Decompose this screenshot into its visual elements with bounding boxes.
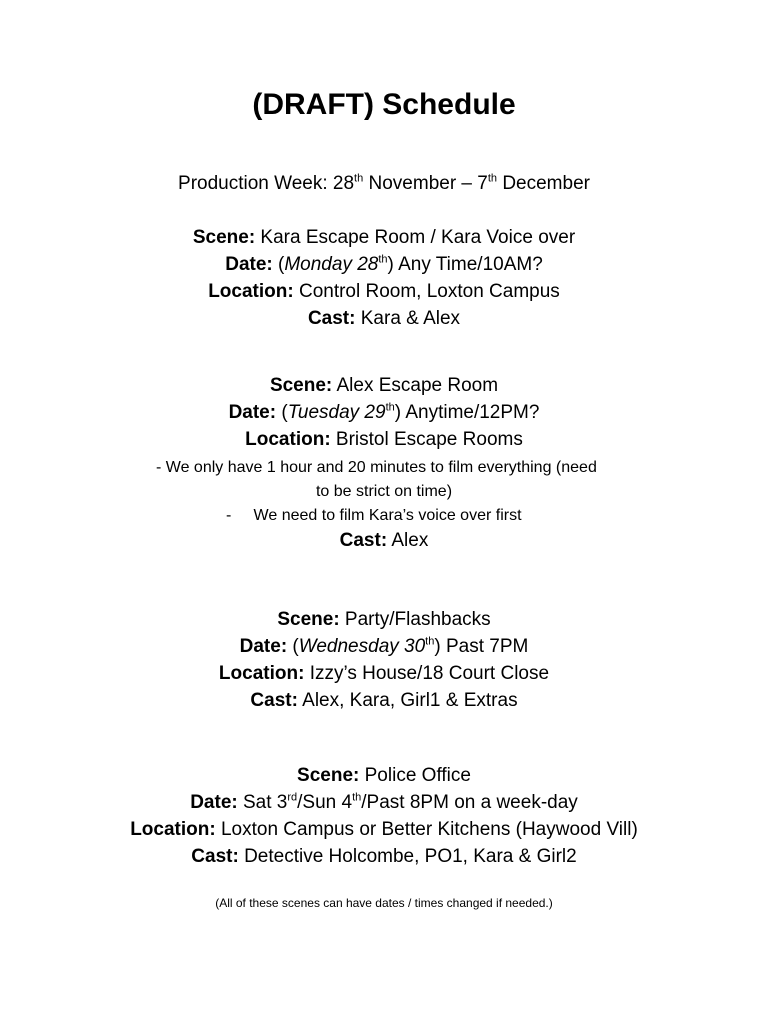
- date-label: Date:: [239, 636, 288, 657]
- location-value: Control Room, Loxton Campus: [293, 281, 560, 302]
- date-italic: Tuesday 29: [287, 402, 386, 423]
- date-part-b: /Sun 4: [297, 792, 353, 813]
- location-label: Location:: [130, 819, 216, 840]
- scene-label: Scene:: [192, 227, 256, 248]
- scene-1-location-line: [0, 280, 768, 304]
- cast-label: Cast:: [191, 846, 239, 867]
- scene-value: Party/Flashbacks: [339, 609, 491, 630]
- date-pre: (: [287, 636, 299, 657]
- scene-2-note-1: - We only have 1 hour and 20 minutes to film everything (need: [156, 459, 597, 476]
- scene-label: Scene:: [277, 609, 340, 630]
- date-italic: Monday 28: [284, 254, 379, 275]
- location-value: Bristol Escape Rooms: [330, 429, 523, 450]
- production-week-label: Production Week: 28: [178, 173, 355, 194]
- location-value: Izzy’s House/18 Court Close: [304, 663, 550, 684]
- date-italic: Wednesday 30: [298, 636, 426, 657]
- scene-4-title-line: [0, 764, 768, 788]
- scene-3-location-line: [0, 662, 768, 686]
- cast-value: Alex: [387, 530, 429, 551]
- location-label: Location:: [218, 663, 305, 684]
- location-value: Loxton Campus or Better Kitchens (Haywood Vill): [215, 819, 638, 840]
- location-label: Location:: [208, 281, 294, 302]
- cast-label: Cast:: [307, 308, 356, 329]
- cast-label: Cast:: [250, 690, 298, 711]
- scene-4-date-line: [0, 791, 768, 815]
- date-label: Date:: [228, 402, 277, 423]
- scene-label: Scene:: [269, 375, 333, 396]
- location-label: Location:: [245, 429, 331, 450]
- scene-2-note-3: - We need to film Kara’s voice over first: [226, 507, 522, 524]
- footer-note: (All of these scenes can have dates / times changed if needed.): [215, 896, 553, 910]
- date-sup-b: th: [352, 791, 362, 804]
- scene-1-date-line: [0, 253, 768, 277]
- production-week-sup1: th: [354, 172, 364, 185]
- scene-2-date-line: [0, 401, 768, 425]
- production-week-sup2: th: [487, 172, 498, 185]
- scene-2-cast-line: [0, 529, 768, 553]
- cast-value: Alex, Kara, Girl1 & Extras: [297, 690, 518, 711]
- production-week-line: [0, 172, 768, 196]
- production-week-end: December: [497, 173, 590, 194]
- scene-1-title-line: [0, 226, 768, 250]
- cast-label: Cast:: [339, 530, 388, 551]
- scene-3-title-line: [0, 608, 768, 632]
- date-post: ) Anytime/12PM?: [394, 402, 540, 423]
- date-pre: (: [276, 402, 288, 423]
- date-post: ) Past 7PM: [434, 636, 529, 657]
- scene-1-cast-line: [0, 307, 768, 331]
- scene-2-note-2: to be strict on time): [315, 483, 453, 500]
- cast-value: Kara & Alex: [355, 308, 461, 329]
- date-sup: th: [378, 253, 388, 266]
- date-sup: th: [425, 635, 435, 648]
- scene-label: Scene:: [297, 765, 360, 786]
- date-sup-a: rd: [287, 791, 298, 804]
- scene-3-date-line: [0, 635, 768, 659]
- date-part-a: Sat 3: [237, 792, 288, 813]
- page-title: (DRAFT) Schedule: [252, 88, 516, 121]
- scene-value: Alex Escape Room: [332, 375, 499, 396]
- scene-2-title-line: [0, 374, 768, 398]
- date-post: ) Any Time/10AM?: [387, 254, 543, 275]
- scene-value: Police Office: [359, 765, 471, 786]
- date-label: Date:: [190, 792, 238, 813]
- date-pre: (: [272, 254, 285, 275]
- date-part-c: /Past 8PM on a week-day: [361, 792, 578, 813]
- scene-3-cast-line: [0, 689, 768, 713]
- scene-4-cast-line: [0, 845, 768, 869]
- scene-value: Kara Escape Room / Kara Voice over: [255, 227, 576, 248]
- date-label: Date:: [225, 254, 273, 275]
- date-sup: th: [385, 401, 395, 414]
- cast-value: Detective Holcombe, PO1, Kara & Girl2: [238, 846, 577, 867]
- scene-4-location-line: [0, 818, 768, 842]
- scene-2-location-line: [0, 428, 768, 452]
- production-week-middle: November – 7: [363, 173, 488, 194]
